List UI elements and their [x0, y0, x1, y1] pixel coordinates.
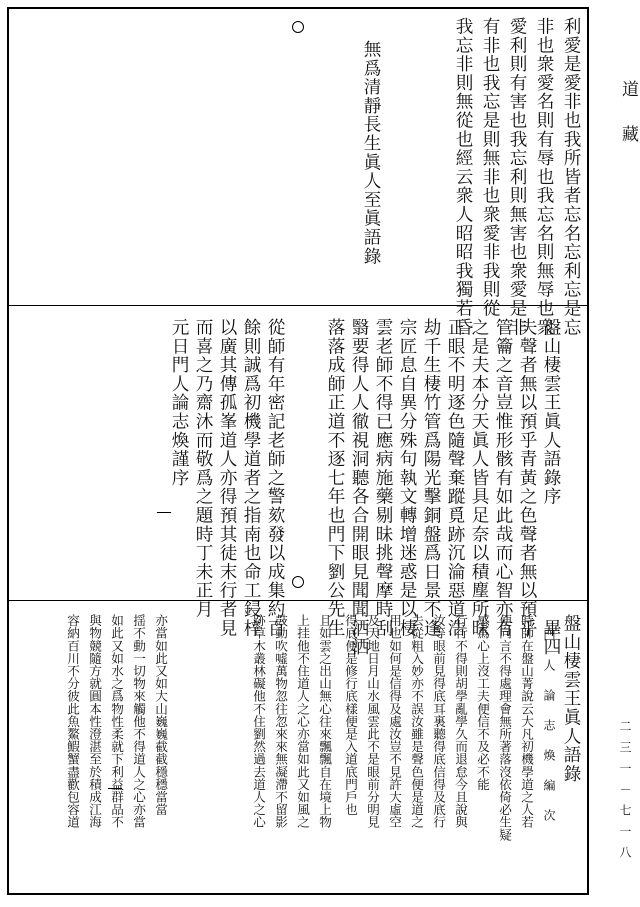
text-column: 元日門人論志煥謹序: [169, 318, 189, 488]
text-column: 之是夫本分天眞人皆具足奈以積塵所昧: [469, 318, 489, 638]
end-mark: [108, 788, 122, 789]
text-column: 以廣其傳孤峯道人亦得預其徒末行者見: [217, 318, 237, 638]
text-column: 餘則誠爲初機學道者之指南也命工鋟梓: [241, 318, 261, 638]
text-column: 上挂他不住道人之心亦當如此又如風之: [295, 614, 310, 829]
section-heading: 無爲清靜長生眞人至眞語錄: [361, 40, 381, 266]
text-column: 如此又如水之爲物性柔就下利益群品不: [109, 614, 124, 829]
text-column: 去從粗入妙亦不誤汝雖是聲色便是道之: [409, 614, 424, 829]
binding-hole-top: [292, 21, 304, 33]
compiler-credit: 門 人 論 志 煥 編 次: [542, 614, 556, 824]
text-column: 便向言不得處理會無所著落沒依倚必生疑: [497, 614, 512, 841]
text-column: 雲老師不得已應病施藥剔昧挑聲摩時刮: [373, 318, 393, 638]
text-column: 我忘非則無從也經云衆人昭昭我獨若昏: [453, 17, 473, 337]
text-column: 有非也我忘是則無非也衆愛非我則從: [480, 17, 500, 318]
page-number: 二三一－七一八: [618, 720, 632, 867]
text-column: 而喜之乃齋沐而敬爲之題時丁未正月: [193, 318, 213, 619]
text-column: 從師有年密記老師之警欬發以成集約百: [265, 318, 285, 638]
text-column: 夫聲者無以預乎青黃之色聲者無以預乎: [517, 318, 537, 638]
chapter-title: 盤山棲雲王眞人語錄: [561, 614, 581, 784]
text-column: 鼓動吹噓萬物忽往忽來來無凝滯不留影: [273, 614, 288, 829]
text-column: 非也衆愛名則有辱也我忘名則無辱也衆: [534, 17, 554, 337]
text-column: 且如雲之出山無心往來飄飄自在境上物: [317, 614, 332, 829]
section-divider-upper: [7, 305, 589, 306]
text-column: 亦當如此又如大山巍巍截截穩穩當當: [153, 614, 168, 816]
text-column: 利愛是愛非也我所皆者忘名忘利忘是忘: [561, 17, 581, 337]
text-column: 宗匠息自異分殊句執文轉增迷惑是以棲: [397, 318, 417, 638]
text-column: 與物競隨方就圓本性澄湛至於積成江海: [87, 614, 102, 829]
text-column: 落落成師正道不逐七年也門下劉公先生: [325, 318, 345, 638]
text-column: 汝等眼前見得底耳裏聽得底信得及底行: [431, 614, 446, 829]
text-column: 及天地日月山水風雲此不是眼前分明見: [365, 614, 380, 829]
text-column: 得底便是修行底樣便是入道底門戶也: [343, 614, 358, 816]
text-column: 容納百川不分彼此魚鰲鰕蟹盡歡包容道: [65, 614, 80, 829]
preface-title: 盤山棲雲王眞人語錄序 畢四: [541, 318, 561, 657]
end-mark: [157, 512, 171, 513]
text-column: 用也如何是信得及處汝豈不見許大虛空: [387, 614, 402, 829]
text-column: 跡草木叢林礙他不住劉然過去道人之心: [251, 614, 266, 829]
text-column: 行行不得則胡學亂學久而退怠今且說與: [453, 614, 468, 829]
text-column: 揺不動一切物來觸他不得道人之心亦當: [131, 614, 146, 829]
text-column: 感爲心上沒工夫便信不及必不能: [475, 614, 490, 791]
collection-title: 道藏: [618, 80, 638, 170]
text-column: 管籥之音豈惟形骸有如此哉而心智亦有: [493, 318, 513, 638]
text-column: 正眼不明逐色隨聲棄蹤覓跡沉淪惡道浩: [445, 318, 465, 638]
text-column: 劫千生棲竹管爲陽光擊銅盤爲日景不逢: [421, 318, 441, 638]
text-column: 翳要得人人徹視洞聽各合開眼見聞聞洒洒: [349, 318, 369, 657]
text-column: 時師在盤山菁說云大凡初機學道之人若: [519, 614, 534, 829]
binding-hole-bottom: [292, 576, 304, 588]
text-column: 愛利則有害也我忘利則無害也衆愛是非: [507, 17, 527, 337]
